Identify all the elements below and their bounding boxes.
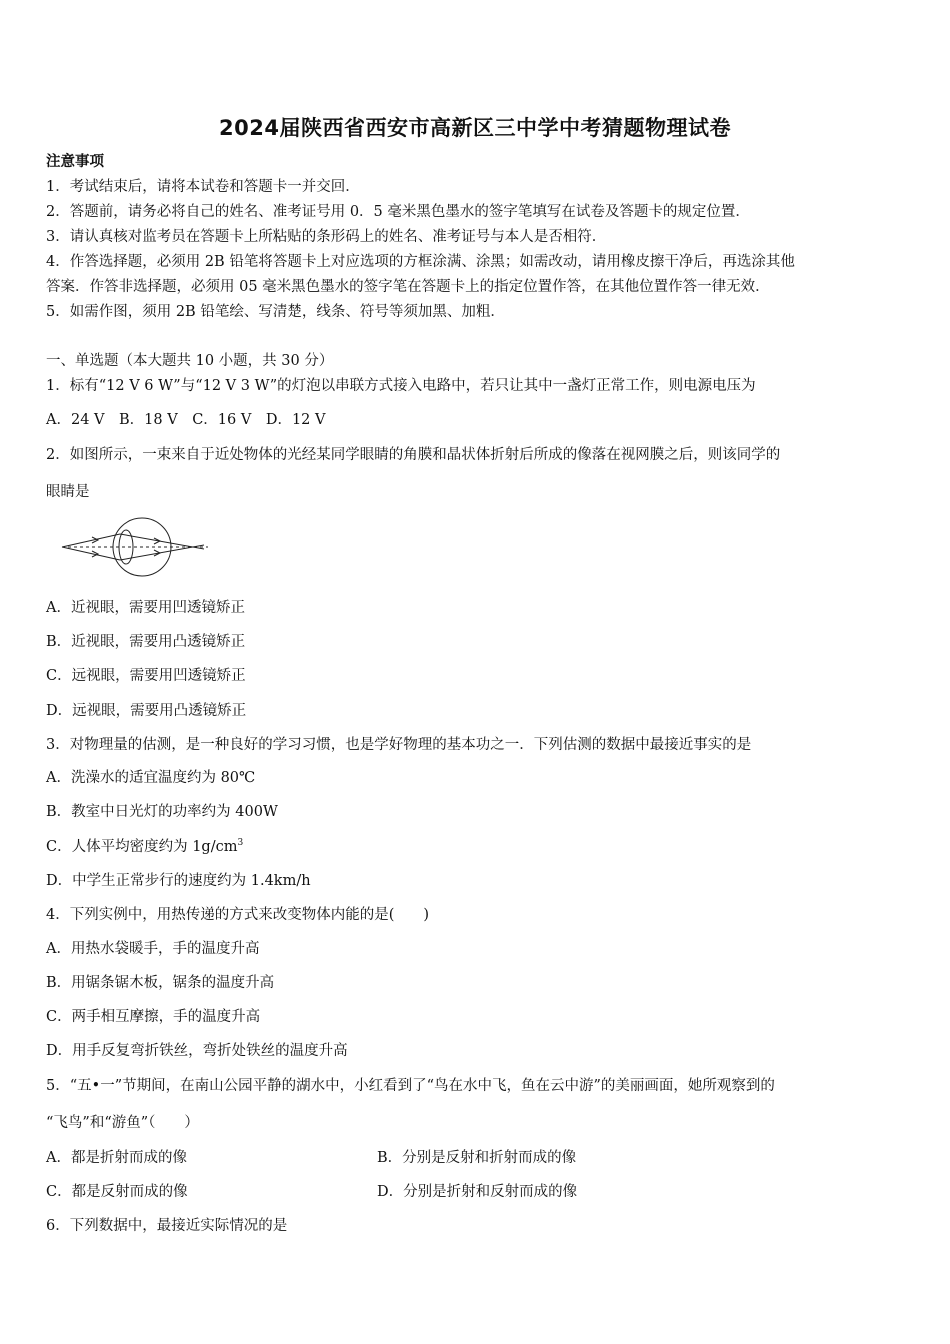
notice-heading: 注意事项 [46,153,104,170]
question-2-option-d: D．远视眼，需要用凸透镜矫正 [46,703,247,719]
question-1-options: A．24 V B．18 V C．16 V D．12 V [46,412,326,428]
question-2-option-b: B．近视眼，需要用凸透镜矫正 [46,634,246,650]
exam-title: 2024届陕西省西安市高新区三中学中考猜题物理试卷 [219,116,731,140]
question-3-option-c [46,837,243,857]
question-4-option-a: A．用热水袋暖手，手的温度升高 [46,941,260,957]
question-2-stem-cont: 眼睛是 [46,484,90,500]
question-2-option-a: A．近视眼，需要用凹透镜矫正 [46,600,245,616]
question-4-option-d: D．用手反复弯折铁丝，弯折处铁丝的温度升高 [46,1043,348,1059]
question-5-option-a: A．都是折射而成的像 [46,1150,187,1166]
notice-item: 2．答题前，请务必将自己的姓名、准考证号用 0．5 毫米黑色墨水的签字笔填写在试卷及答题卡的规定位置． [46,204,750,220]
question-3-stem: 3．对物理量的估测，是一种良好的学习习惯，也是学好物理的基本功之一．下列估测的数据中最接近事实的是 [46,737,752,753]
superscript-3: 3 [237,838,244,849]
notice-item: 4．作答选择题，必须用 2B 铅笔将答题卡上对应选项的方框涂满、涂黑；如需改动，请用橡皮擦干净后，再选涂其他 [46,254,795,270]
question-4-stem: 4．下列实例中，用热传递的方式来改变物体内能的是( ) [46,907,430,923]
question-3-option-b: B．教室中日光灯的功率约为 400W [46,804,278,820]
question-5-option-b: B．分别是反射和折射而成的像 [377,1150,577,1166]
question-5-stem: 5．“五•一”节期间，在南山公园平静的湖水中，小红看到了“鸟在水中飞，鱼在云中游”的美丽画面，她所观察到的 [46,1078,775,1094]
question-3-option-c-text: C．人体平均密度约为 1g/cm [46,839,238,855]
question-5-option-d: D．分别是折射和反射而成的像 [377,1184,578,1200]
question-2-option-c: C．远视眼，需要用凹透镜矫正 [46,668,246,684]
notice-item: 1．考试结束后，请将本试卷和答题卡一并交回． [46,179,360,195]
question-3-option-d: D．中学生正常步行的速度约为 1.4km/h [46,873,311,889]
question-1-stem: 1．标有“12 V 6 W”与“12 V 3 W”的灯泡以串联方式接入电路中，若只让其中一盏灯正常工作，则电源电压为 [46,378,756,394]
question-5-stem-cont: “飞鸟”和“游鱼”（ ） [46,1115,199,1131]
question-6-stem: 6．下列数据中，最接近实际情况的是 [46,1218,288,1234]
notice-item: 5．如需作图，须用 2B 铅笔绘、写清楚，线条、符号等须加黑、加粗． [46,304,505,320]
eye-diagram [58,512,208,582]
question-2-stem: 2．如图所示，一束来自于近处物体的光经某同学眼睛的角膜和晶状体折射后所成的像落在视网膜之后，则该同学的 [46,447,781,463]
question-3-option-a: A．洗澡水的适宜温度约为 80℃ [46,770,256,786]
notice-item: 答案．作答非选择题，必须用 05 毫米黑色墨水的签字笔在答题卡上的指定位置作答，在其他位置作答一律无效． [46,279,770,295]
question-4-option-c: C．两手相互摩擦，手的温度升高 [46,1009,261,1025]
question-4-option-b: B．用锯条锯木板，锯条的温度升高 [46,975,275,991]
question-5-option-c: C．都是反射而成的像 [46,1184,188,1200]
section-heading: 一、单选题（本大题共 10 小题，共 30 分） [46,353,334,369]
notice-item: 3．请认真核对监考员在答题卡上所粘贴的条形码上的姓名、准考证号与本人是否相符． [46,229,607,245]
